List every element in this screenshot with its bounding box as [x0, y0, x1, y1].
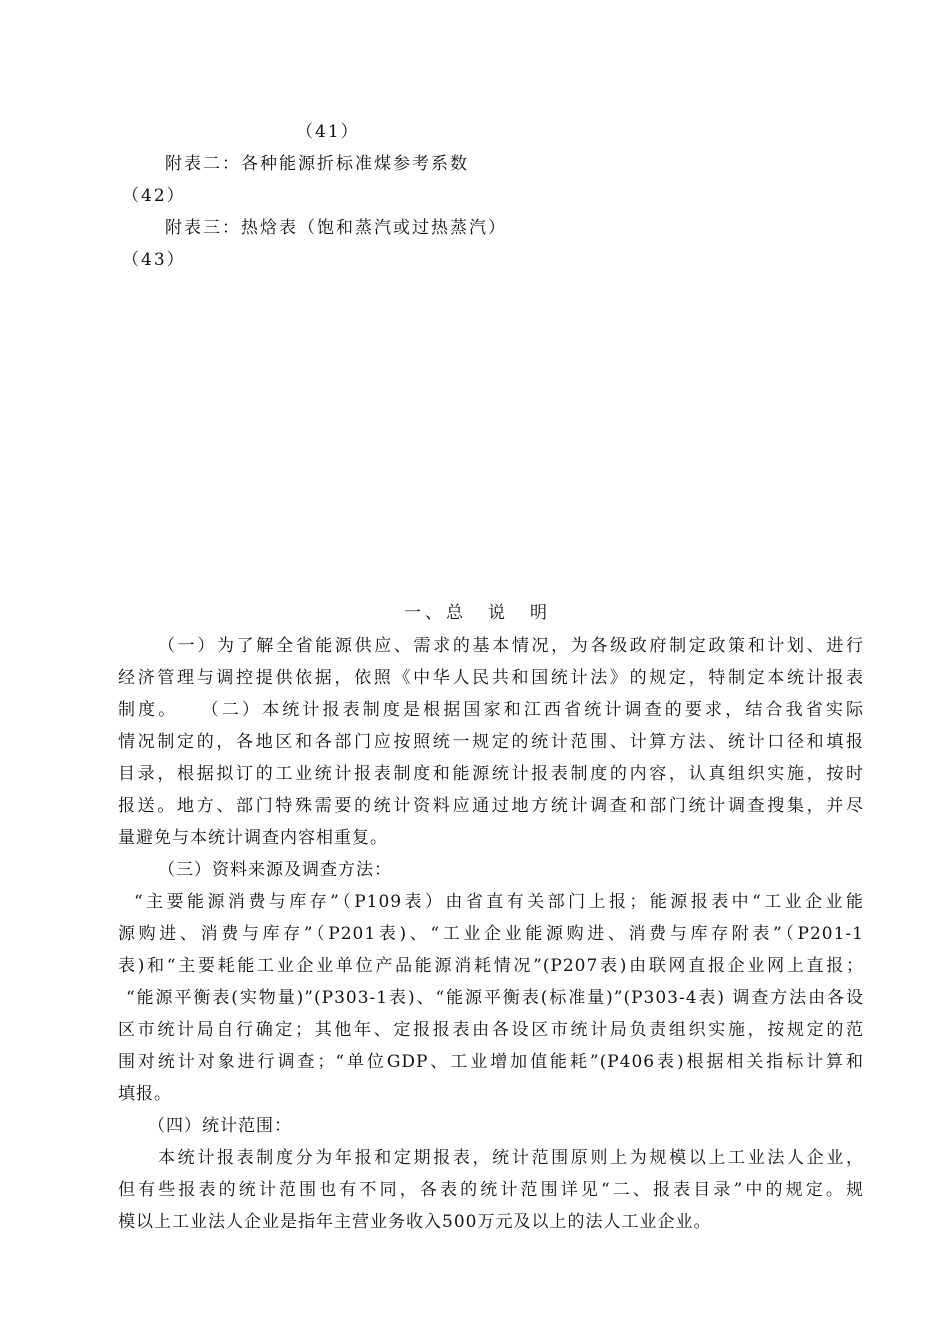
- paragraph-line: 量避免与本统计调查内容相重复。: [118, 828, 388, 848]
- paragraph-line: 经济管理与调控提供依据，依照《中华人民共和国统计法》的规定，特制定本统计报表: [118, 668, 864, 688]
- subsection-heading: （三）资料来源及调查方法：: [158, 860, 392, 880]
- paragraph-line: 源购进、消费与库存”（P201表)、“工业企业能源购进、消费与库存附表”（P201-1: [118, 924, 864, 944]
- toc-entry-appendix-3: 附表三：热焓表（饱和蒸汽或过热蒸汽）: [165, 218, 507, 238]
- toc-entry-appendix-2: 附表二：各种能源折标准煤参考系数: [165, 154, 469, 174]
- paragraph-line: 情况制定的，各地区和各部门应按照统一规定的统计范围、计算方法、统计口径和填报: [118, 732, 864, 752]
- paragraph-line: 模以上工业法人企业是指年主营业务收入500万元及以上的法人工业企业。: [118, 1212, 712, 1232]
- paragraph-line: 表)和“主要耗能工业企业单位产品能源消耗情况”(P207表)由联网直报企业网上直报；: [118, 956, 864, 976]
- paragraph-line: “主要能源消费与库存”（P109表）由省直有关部门上报；能源报表中“工业企业能: [134, 892, 864, 912]
- paragraph-line: 制度。 （二）本统计报表制度是根据国家和江西省统计调查的要求，结合我省实际: [118, 700, 864, 720]
- paragraph-line: 目录，根据拟订的工业统计报表制度和能源统计报表制度的内容，认真组织实施，按时: [118, 764, 864, 784]
- paragraph-line: 本统计报表制度分为年报和定期报表，统计范围原则上为规模以上工业法人企业，: [158, 1148, 864, 1168]
- toc-page-number: （43）: [122, 250, 186, 270]
- paragraph-line: 区市统计局自行确定；其他年、定报报表由各设区市统计局负责组织实施，按规定的范: [118, 1020, 864, 1040]
- subsection-heading: （四）统计范围：: [148, 1116, 292, 1136]
- paragraph-line: 报送。地方、部门特殊需要的统计资料应通过地方统计调查和部门统计调查搜集，并尽: [118, 796, 864, 816]
- paragraph-line: 但有些报表的统计范围也有不同，各表的统计范围详见“二、报表目录”中的规定。规: [118, 1180, 864, 1200]
- paragraph-line: 围对统计对象进行调查；“单位GDP、工业增加值能耗”(P406表)根据相关指标计算和: [118, 1052, 864, 1072]
- paragraph-line: “能源平衡表(实物量)”(P303-1表)、“能源平衡表(标准量)”(P303-4表) 调查方法由各设: [126, 988, 864, 1008]
- section-title: 一、总 说 明: [404, 603, 551, 623]
- toc-page-number: （42）: [122, 186, 186, 206]
- paragraph-line: （一）为了解全省能源供应、需求的基本情况，为各级政府制定政策和计划、进行: [158, 636, 864, 656]
- toc-page-number: （41）: [296, 122, 360, 142]
- paragraph-line: 填报。: [118, 1084, 172, 1104]
